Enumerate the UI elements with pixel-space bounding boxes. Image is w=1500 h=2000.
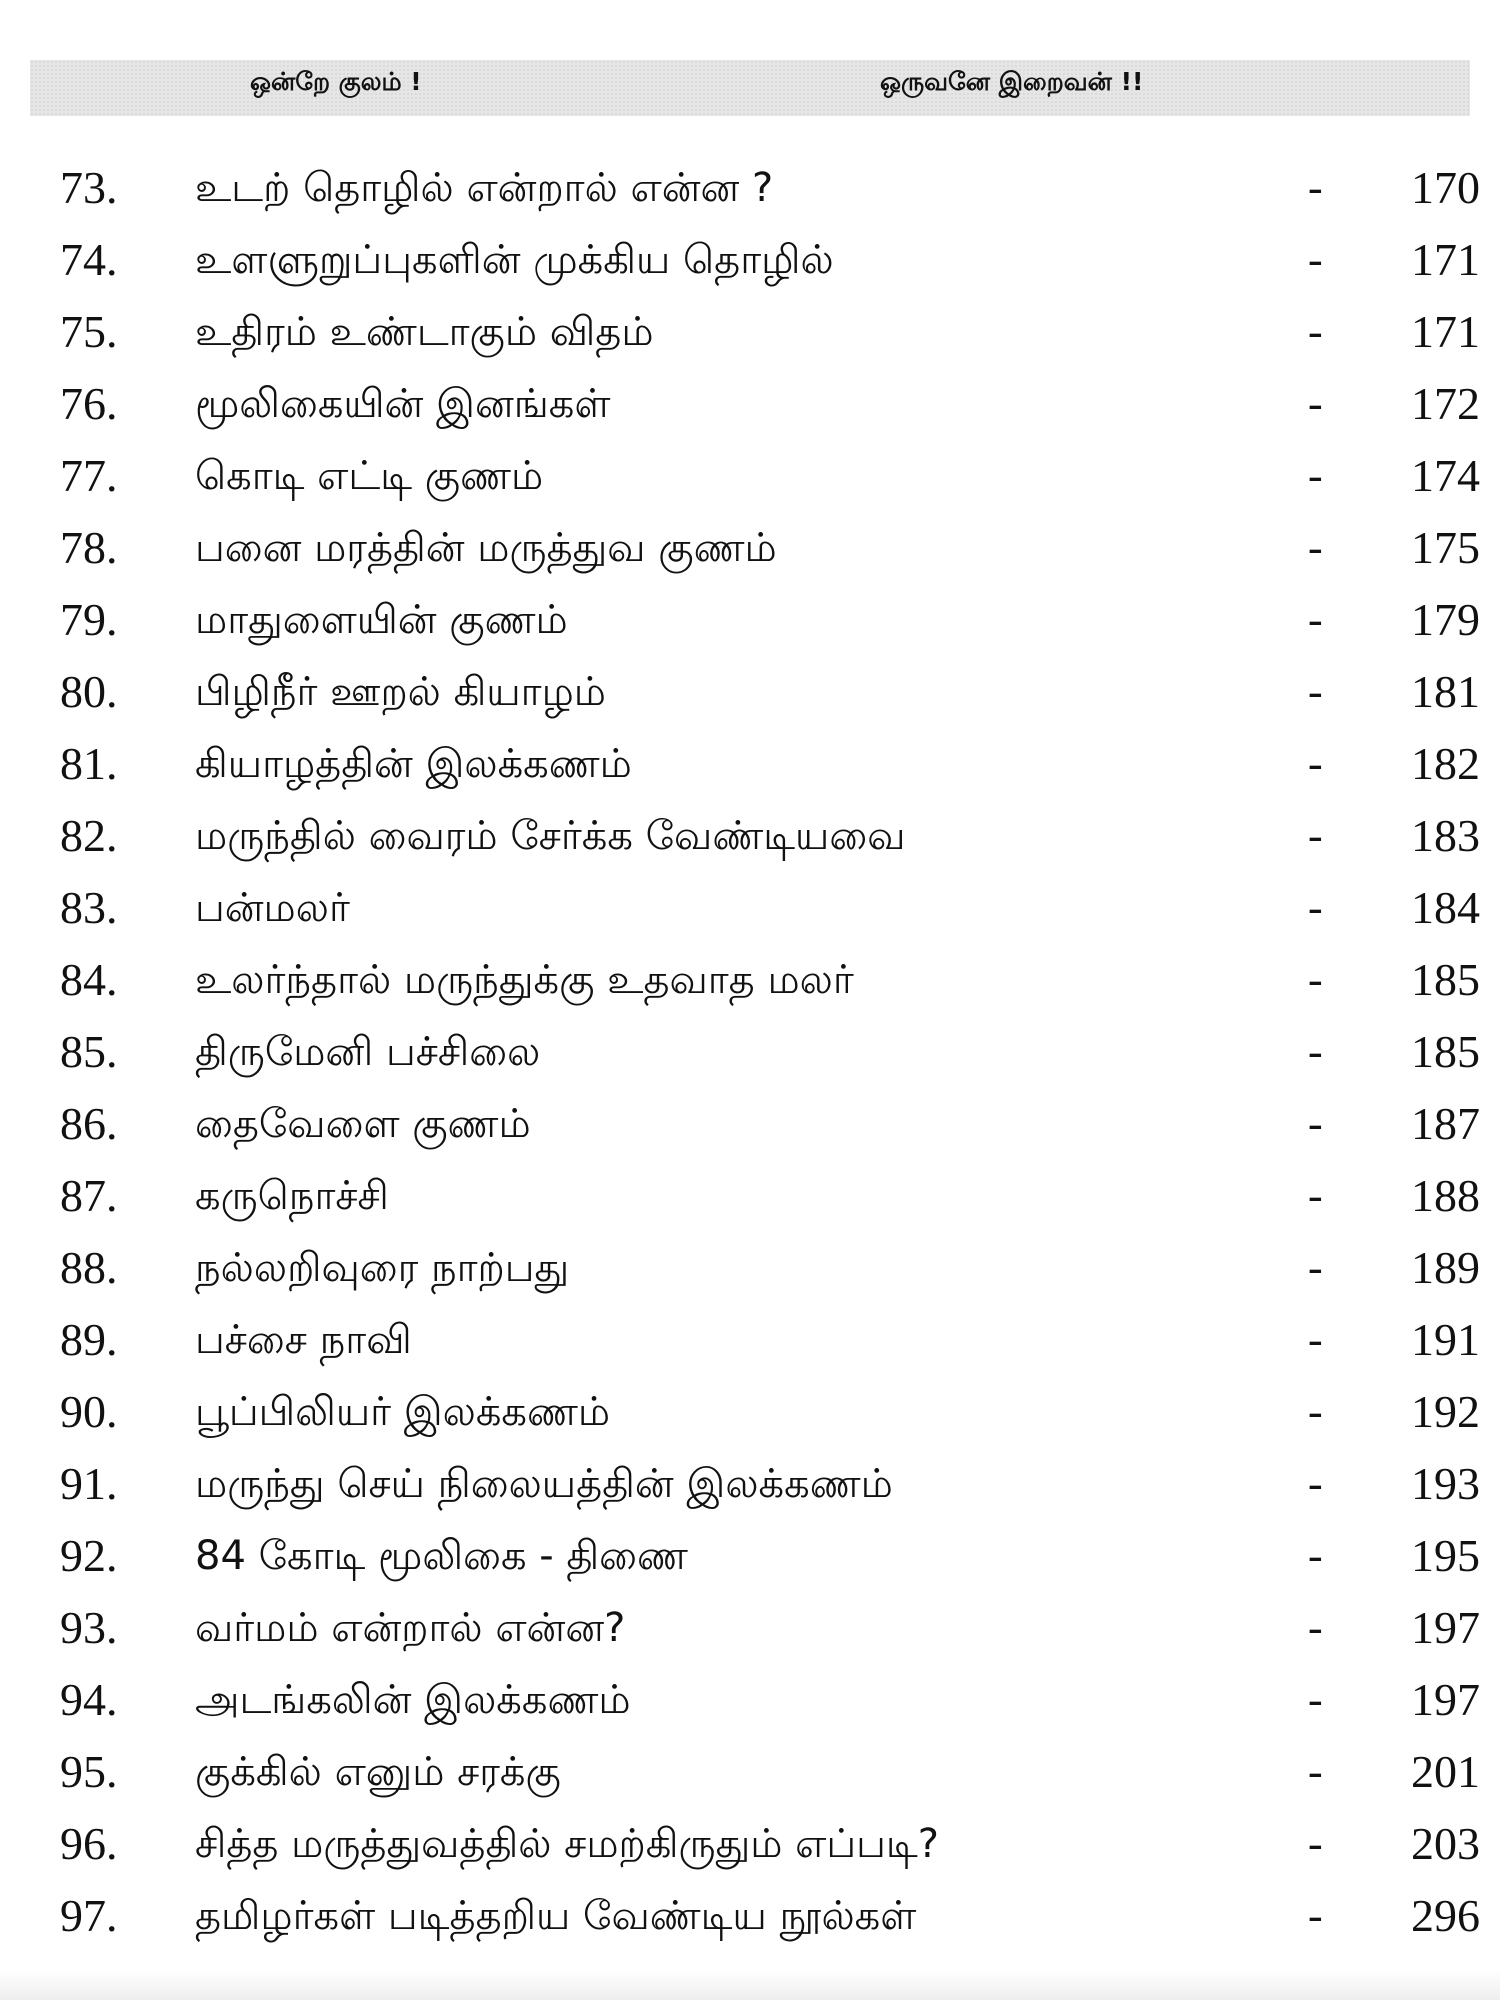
toc-entry-separator: -: [1308, 739, 1323, 788]
toc-entry-separator: -: [1308, 307, 1323, 356]
toc-entry-page-number: 185: [1411, 1026, 1480, 1077]
toc-entry-number: 94.: [60, 1674, 118, 1725]
toc-entry: [0, 1160, 1500, 1232]
toc-entry: [0, 368, 1500, 440]
toc-entry-page-number: 172: [1411, 378, 1480, 429]
toc-entry: [0, 1016, 1500, 1088]
toc-entry-separator: -: [1308, 379, 1323, 428]
toc-entry: [0, 1736, 1500, 1808]
toc-entry-page-number: 197: [1411, 1602, 1480, 1653]
toc-entry-number: 87.: [60, 1170, 118, 1221]
toc-entry-separator: -: [1308, 1315, 1323, 1364]
toc-entry-number: 73.: [60, 162, 118, 213]
toc-entry-title: உடற் தொழில் என்றால் என்ன ?: [195, 165, 774, 211]
toc-entry-page-number: 175: [1411, 522, 1480, 573]
toc-entry-page-number: 192: [1411, 1386, 1480, 1437]
toc-entry-separator: -: [1308, 1819, 1323, 1868]
toc-entry-page-number: 181: [1411, 666, 1480, 717]
toc-entry-number: 84.: [60, 954, 118, 1005]
toc-entry-title: தமிழர்கள் படித்தறிய வேண்டிய நூல்கள்: [195, 1893, 917, 1939]
toc-entry-number: 97.: [60, 1890, 118, 1941]
toc-entry-number: 85.: [60, 1026, 118, 1077]
toc-entry-title: அடங்கலின் இலக்கணம்: [195, 1677, 631, 1723]
toc-entry: [0, 800, 1500, 872]
toc-entry-separator: -: [1308, 1459, 1323, 1508]
toc-entry-separator: -: [1308, 1243, 1323, 1292]
toc-entry-separator: -: [1308, 1891, 1323, 1940]
toc-entry: [0, 1376, 1500, 1448]
toc-entry-number: 76.: [60, 378, 118, 429]
toc-entry-number: 83.: [60, 882, 118, 933]
toc-entry-title: வர்மம் என்றால் என்ன?: [195, 1605, 626, 1651]
toc-entry: [0, 1232, 1500, 1304]
toc-entry-page-number: 179: [1411, 594, 1480, 645]
page-bottom-edge: [0, 1970, 1500, 2000]
header-left-motto: ஒன்றே குலம் !: [250, 67, 422, 96]
toc-entry-separator: -: [1308, 451, 1323, 500]
toc-entry-title: உதிரம் உண்டாகும் விதம்: [195, 309, 654, 355]
toc-entry-title: பனை மரத்தின் மருத்துவ குணம்: [195, 525, 777, 571]
toc-entry-number: 78.: [60, 522, 118, 573]
toc-entry: [0, 1808, 1500, 1880]
toc-entry: [0, 1304, 1500, 1376]
toc-entry-page-number: 195: [1411, 1530, 1480, 1581]
toc-entry-page-number: 189: [1411, 1242, 1480, 1293]
toc-entry-separator: -: [1308, 667, 1323, 716]
toc-entry-page-number: 188: [1411, 1170, 1480, 1221]
toc-entry-title: உளளுறுப்புகளின் முக்கிய தொழில்: [195, 237, 834, 283]
toc-entry-title: மருந்து செய் நிலையத்தின் இலக்கணம்: [195, 1461, 893, 1507]
toc-entry-title: பன்மலர்: [195, 885, 350, 931]
toc-entry-separator: -: [1308, 235, 1323, 284]
toc-entry-title: மூலிகையின் இனங்கள்: [195, 381, 611, 427]
toc-entry-page-number: 182: [1411, 738, 1480, 789]
toc-entry-separator: -: [1308, 1387, 1323, 1436]
toc-entry: [0, 440, 1500, 512]
toc-entry: [0, 152, 1500, 224]
toc-entry-page-number: 191: [1411, 1314, 1480, 1365]
toc-entry-separator: -: [1308, 811, 1323, 860]
toc-entry: [0, 296, 1500, 368]
toc-entry-number: 80.: [60, 666, 118, 717]
toc-entry-page-number: 201: [1411, 1746, 1480, 1797]
toc-entry-title: உலர்ந்தால் மருந்துக்கு உதவாத மலர்: [195, 957, 854, 1003]
toc-entry-separator: -: [1308, 1747, 1323, 1796]
toc-entry-page-number: 183: [1411, 810, 1480, 861]
toc-entry-number: 79.: [60, 594, 118, 645]
toc-entry: [0, 1088, 1500, 1160]
toc-entry-number: 77.: [60, 450, 118, 501]
toc-entry-page-number: 296: [1411, 1890, 1480, 1941]
toc-entry-title: 84 கோடி மூலிகை - திணை: [195, 1533, 688, 1579]
toc-entry-page-number: 171: [1411, 306, 1480, 357]
toc-entry-title: பச்சை நாவி: [195, 1317, 412, 1363]
toc-entry-separator: -: [1308, 1675, 1323, 1724]
toc-entry-page-number: 174: [1411, 450, 1480, 501]
toc-entry-page-number: 203: [1411, 1818, 1480, 1869]
toc-entry-title: கியாழத்தின் இலக்கணம்: [195, 741, 632, 787]
toc-entry-page-number: 193: [1411, 1458, 1480, 1509]
toc-entry-number: 95.: [60, 1746, 118, 1797]
toc-entry-page-number: 185: [1411, 954, 1480, 1005]
toc-entry-page-number: 187: [1411, 1098, 1480, 1149]
toc-entry-separator: -: [1308, 883, 1323, 932]
toc-entry-number: 91.: [60, 1458, 118, 1509]
toc-entry-number: 86.: [60, 1098, 118, 1149]
toc-entry-number: 93.: [60, 1602, 118, 1653]
toc-entry: [0, 1880, 1500, 1952]
toc-entry-number: 81.: [60, 738, 118, 789]
toc-entry-title: பிழிநீர் ஊறல் கியாழம்: [195, 669, 606, 715]
toc-entry-number: 82.: [60, 810, 118, 861]
toc-entry-separator: -: [1308, 1531, 1323, 1580]
toc-entry-title: மாதுளையின் குணம்: [195, 597, 568, 643]
toc-entry-title: தைவேளை குணம்: [195, 1101, 531, 1147]
toc-entry-page-number: 197: [1411, 1674, 1480, 1725]
toc-entry-title: குக்கில் எனும் சரக்கு: [195, 1749, 561, 1795]
toc-entry-separator: -: [1308, 955, 1323, 1004]
toc-entry-page-number: 171: [1411, 234, 1480, 285]
toc-entry: [0, 656, 1500, 728]
toc-entry-separator: -: [1308, 595, 1323, 644]
toc-entry-number: 74.: [60, 234, 118, 285]
toc-entry-title: கொடி எட்டி குணம்: [195, 453, 544, 499]
toc-entry-title: நல்லறிவுரை நாற்பது: [195, 1245, 570, 1291]
toc-entry: [0, 1664, 1500, 1736]
toc-entry-number: 75.: [60, 306, 118, 357]
toc-entry: [0, 512, 1500, 584]
toc-entry-page-number: 184: [1411, 882, 1480, 933]
toc-entry: [0, 944, 1500, 1016]
toc-entry-title: மருந்தில் வைரம் சேர்க்க வேண்டியவை: [195, 813, 906, 859]
toc-entry-separator: -: [1308, 1099, 1323, 1148]
toc-entry-number: 96.: [60, 1818, 118, 1869]
toc-entry: [0, 872, 1500, 944]
toc-entry: [0, 224, 1500, 296]
toc-entry: [0, 728, 1500, 800]
toc-entry-title: கருநொச்சி: [195, 1173, 389, 1219]
toc-entry-number: 90.: [60, 1386, 118, 1437]
toc-entry-separator: -: [1308, 1171, 1323, 1220]
table-of-contents: [0, 152, 1500, 1952]
toc-entry-number: 89.: [60, 1314, 118, 1365]
toc-entry-title: பூப்பிலியர் இலக்கணம்: [195, 1389, 611, 1435]
toc-entry: [0, 1448, 1500, 1520]
toc-entry: [0, 1520, 1500, 1592]
toc-entry-number: 88.: [60, 1242, 118, 1293]
toc-entry-title: சித்த மருத்துவத்தில் சமற்கிருதும் எப்படி?: [195, 1821, 939, 1867]
toc-entry-separator: -: [1308, 1603, 1323, 1652]
toc-entry-separator: -: [1308, 1027, 1323, 1076]
toc-entry-title: திருமேனி பச்சிலை: [195, 1029, 541, 1075]
toc-entry: [0, 584, 1500, 656]
toc-entry-page-number: 170: [1411, 162, 1480, 213]
header-right-motto: ஒருவனே இறைவன் !!: [880, 67, 1144, 96]
toc-entry-separator: -: [1308, 163, 1323, 212]
toc-entry: [0, 1592, 1500, 1664]
page-header-band: [30, 60, 1470, 116]
toc-entry-number: 92.: [60, 1530, 118, 1581]
toc-entry-separator: -: [1308, 523, 1323, 572]
